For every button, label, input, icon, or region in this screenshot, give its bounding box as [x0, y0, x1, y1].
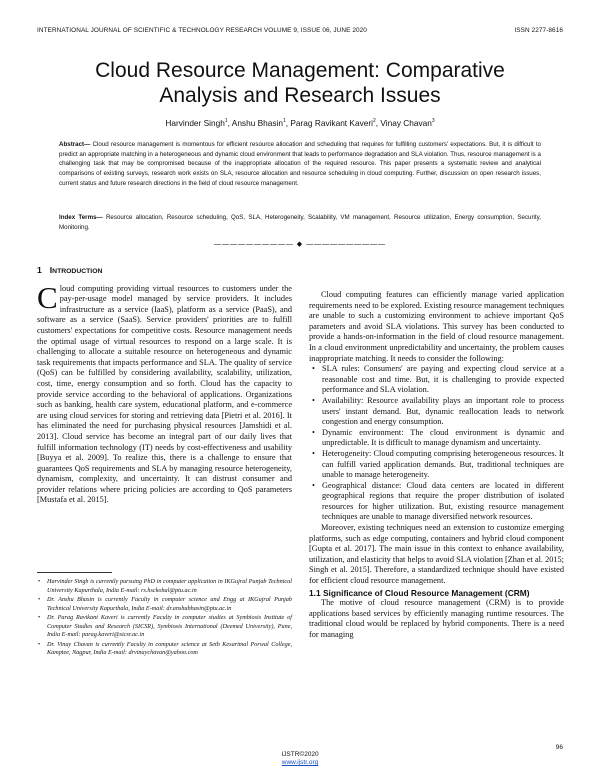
author-name: Vinay Chavan — [380, 118, 432, 128]
author-name: Anshu Bhasin — [231, 118, 283, 128]
intro-paragraph-1 — [37, 279, 292, 506]
title-line-2: Analysis and Research Issues — [159, 84, 441, 107]
intro-paragraph-3: Moreover, existing techniques need an extension to customize emerging platforms, such as edge computing, containers and hybrid cloud component [Gupta et al. 2017]. The main issue in this context to enhance availability, utilization, and elasticity that helps to avoid SLA violation [Zhan et al. 2015; Singh et al. 2015]. Therefore, a standardized technique should have existed for efficient cloud resource management. — [309, 523, 564, 586]
author-name: Parag Ravikant Kaveri — [290, 118, 373, 128]
author-mark: 1 — [224, 118, 228, 125]
intro-paragraph-1-text: loud computing providing virtual resources to customers under the pay-per-usage model managed by service providers. It includes infrastructure as a service (IaaS), platform as a service (PaaS), and software as a service (SaaS). Service providers' priorities are to fulfill customers' expectations for competitive costs. Resource management needs the optimal usage of virtual resources to respond on a large scale. It is challenging to allocate a suitable resource on heterogeneous and dynamic task requirements that impacts performance and SLA. The quality of service (QoS) can be fulfilled by considering availability, scalability, utilization, cost, time, energy consumption and so forth. Cloud has the capacity to provide service according to the behavioral of applications. Organizations such as banking, health care system, educational platform, and e-commerce are using cloud services for storing and retrieving data [Pietri et al. 2016]. It has eliminated the need for purchasing physical resources [Jamshidi et al. 2013]. Cloud service has become an integral part of our daily lives that fulfill information technology (IT) needs by cost-effectiveness and usability [Buyya et al. 2009]. To realize this, there is a challenge to ensure that guarantees QoS requirements and SLA by managing resource heterogeneity, dynamism, complexity, and uncertainty. It can distrust consumer and provider relations where pricing policies are according to QoS parameters [Mustafa et al. 2015]. — [37, 283, 292, 505]
footnote-item: • Dr. Parag Ravikant Kaveri is currently Faculty in computer studies at Symbiosis Institute of Computer Studies and Research (SICSR), Symbiosis International (Deemed University), Pune, India E-mail: parag.kaveri@sicsr.ac.in — [47, 614, 292, 640]
author-mark: 1 — [282, 118, 286, 125]
section-title-rest: NTRODUCTION — [52, 268, 103, 275]
footnote-item: • Dr. Anshu Bhasin is currently Faculty in computer science and Engg at IKGujral Punjab Technical University Kapurthala, India E-mail: dr.anshubhasin@ptu.ac.in — [47, 596, 292, 613]
page-number: 96 — [555, 744, 563, 751]
author-list: Harvinder Singh$^1$, Anshu Bhasin$^1$, Parag Ravikant Kaveri$^2$, Vinay Chavan$^3$ — [165, 118, 435, 128]
challenge-list — [309, 364, 564, 523]
copyright-text: IJSTR©2020 — [281, 751, 319, 758]
footnote-rule — [37, 572, 112, 573]
abstract-label: Abstract— — [59, 141, 91, 148]
journal-link[interactable]: www.ijstr.org — [281, 759, 319, 766]
paper-title — [40, 58, 560, 108]
section-heading — [37, 265, 292, 278]
right-column — [309, 290, 564, 641]
section-number: 1 — [37, 265, 42, 275]
list-item: • Heterogeneity: Cloud computing comprising heterogeneous resources. It can fulfill varied application demands. But, traditional techniques are unable to manage heterogeneity. — [322, 449, 564, 481]
subsection-heading: 1.1 Significance of Cloud Resource Management (CRM) — [309, 587, 530, 598]
title-line-1: Cloud Resource Management: Comparative — [95, 59, 505, 82]
author-name: Harvinder Singh — [165, 118, 225, 128]
index-terms-label: Index Terms— — [59, 214, 103, 221]
drop-cap: C — [37, 279, 58, 315]
list-item: • Availability: Resource availability plays an important role to process users' instant demand. But, dynamic reallocation leads to network congestion and energy consumption. — [322, 396, 564, 428]
section-separator: —————————— ◆ —————————— — [213, 241, 387, 248]
list-item: • Dynamic environment: The cloud environment is dynamic and unpredictable. It is difficult to manage dynamism and uncertainty. — [322, 428, 564, 449]
abstract-text: Cloud resource management is momentous for efficient resource allocation and scheduling that requires for fulfilling customers' expectations. But, it is difficult to predict an appropriate matching in a heterogeneous and dynamic cloud environment that leads to performance degradation and SLA violation. Thus, resource management is a challenging task that may be compromised because of the inappropriate allocation of the required resource. This paper presents a systematic review and analytical comparisons of existing surveys, research work exists on SLA, resource allocation and resource scheduling in cloud computing. Further, discussion on open research issues, current status and future research directions in the field of cloud resource management. — [59, 141, 541, 187]
intro-paragraph-2: Cloud computing features can efficiently manage varied application requirements need to be explored. Existing resource management techniques are unable to such a customizing environment to achieve important QoS parameters and avoid SLA violations. This survey has been conducted to provide a hands-on-information in the field of cloud resource management. In a cloud environment unpredictability and uncertainty, the problem causes inappropriate matching. It needs to consider the following: — [309, 290, 564, 363]
index-terms-text: Resource allocation, Resource scheduling, QoS, SLA, Heterogeneity, Scalability, VM management, Resource utilization, Energy consumption, Security, Monitoring. — [59, 214, 541, 231]
page-footer — [0, 751, 600, 767]
author-mark: 2 — [372, 118, 376, 125]
list-item: • SLA rules: Consumers' are paying and expecting cloud service at a reasonable cost and time. But, it is challenging to provide expected performance and SLA violation. — [322, 364, 564, 396]
list-item: • Geographical distance: Cloud data centers are located in different geographical regions that require the proper distribution of isolated resources for higher utilization. But, existing resource management techniques are unable to manage diversified network resources. — [322, 481, 564, 523]
intro-paragraph-4: The motive of cloud resource management (CRM) is to provide applications based services by efficiently managing runtime resources. The traditional cloud would be replaced by hybrid components. There is a need for managing — [309, 598, 564, 639]
issn-label: ISSN 2277-8616 — [514, 27, 563, 34]
journal-header: INTERNATIONAL JOURNAL OF SCIENTIFIC & TECHNOLOGY RESEARCH VOLUME 9, ISSUE 06, JUNE 2020 — [37, 27, 367, 34]
section-initial: I — [49, 265, 53, 275]
abstract — [59, 140, 541, 189]
footnote-item: • Dr. Vinay Chavan is currently Faculty in computer science at Seth Kesarimal Porwal College, Kamptee, Nagpur, India E-mail: drvinaychavan@yahoo.com — [47, 641, 292, 658]
author-footnotes — [37, 578, 292, 659]
author-mark: 3 — [431, 118, 435, 125]
index-terms — [59, 213, 541, 232]
left-column — [37, 265, 292, 506]
footnote-item: • Harvinder Singh is currently pursuing PhD in computer application in IKGujral Punjab Technical University Kapurthala, India E-mail: rs.hsckohal@ptu.ac.in — [47, 578, 292, 595]
